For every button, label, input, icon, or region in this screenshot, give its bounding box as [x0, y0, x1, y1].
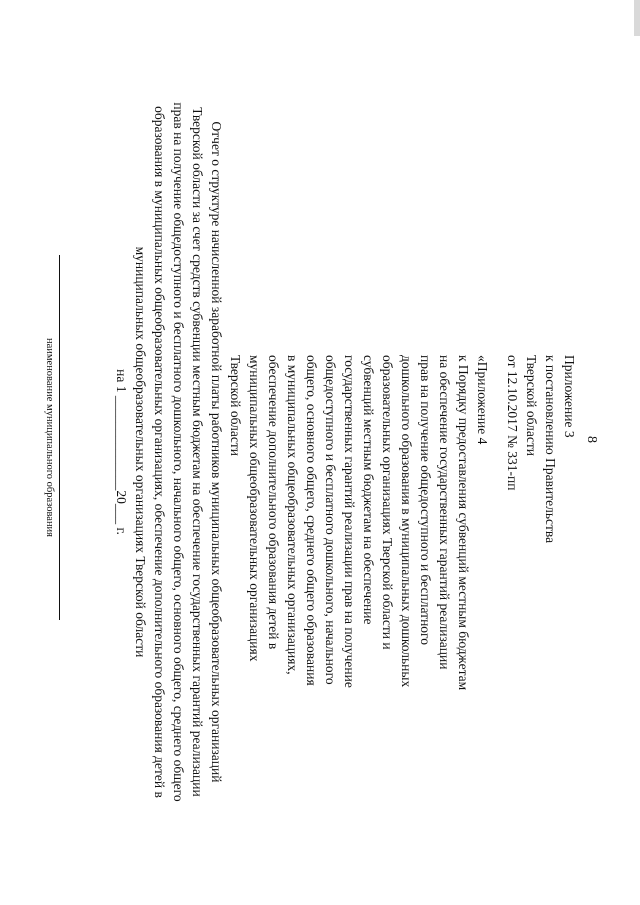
appendix-4-line: общего, основного общего, среднего общего образования — [304, 355, 319, 686]
report-title-line: образования в муниципальных общеобразовательных организациях, обеспечение дополнительного образования детей в — [152, 106, 167, 798]
appendix-3-line: к постановлению Правительства — [543, 355, 558, 544]
appendix-4-line: общедоступного и бесплатного дошкольного, начального — [323, 355, 338, 685]
appendix-4-line: Тверской области — [228, 355, 243, 456]
appendix-4-line: обеспечение дополнительного образования детей в — [266, 355, 281, 650]
appendix-4-line: образовательных организациях Тверской области и — [380, 355, 395, 650]
appendix-4-line: муниципальных общеобразовательных организациях — [247, 355, 262, 662]
appendix-4-line: к Порядку предоставления субвенций местным бюджетам — [456, 355, 471, 691]
appendix-3-line: Тверской области — [524, 355, 539, 456]
municipality-caption: наименование муниципального образования — [44, 337, 55, 538]
appendix-4-line: в муниципальных общеобразовательных организациях, — [285, 355, 300, 675]
municipality-underline — [59, 255, 60, 620]
report-date-line: на 1 ______________20___ г. — [114, 369, 129, 535]
appendix-4-line: прав на получение общедоступного и бесплатного — [418, 355, 433, 645]
scan-artifact — [634, 0, 640, 36]
appendix-4-line: субвенций местным бюджетам на обеспечение — [361, 355, 376, 625]
appendix-4-line: дошкольного образования в муниципальных дошкольных — [399, 355, 414, 688]
appendix-3-line: от 12.10.2017 № 331-пп — [505, 355, 520, 491]
page-number: 8 — [584, 436, 599, 443]
report-title-line: Тверской области за счет средств субвенции местным бюджетам на обеспечение государственных гарантий реализации — [190, 107, 205, 797]
report-title-line: прав на получение общедоступного и бесплатного дошкольного, начального общего, основного общего, среднего общего — [171, 102, 186, 802]
appendix-4-line: на обеспечение государственных гарантий реализации — [437, 355, 452, 670]
appendix-4-line: «Приложение 4 — [475, 355, 490, 445]
appendix-4-line: государственных гарантий реализации прав на получение — [342, 355, 357, 688]
appendix-3-line: Приложение 3 — [562, 355, 577, 438]
report-title-line: Отчет о структуре начисленной заработной платы работников муниципальных общеобразовательных организаций — [209, 121, 224, 783]
report-title-line: муниципальных общеобразовательных организациях Тверской области — [133, 246, 148, 658]
